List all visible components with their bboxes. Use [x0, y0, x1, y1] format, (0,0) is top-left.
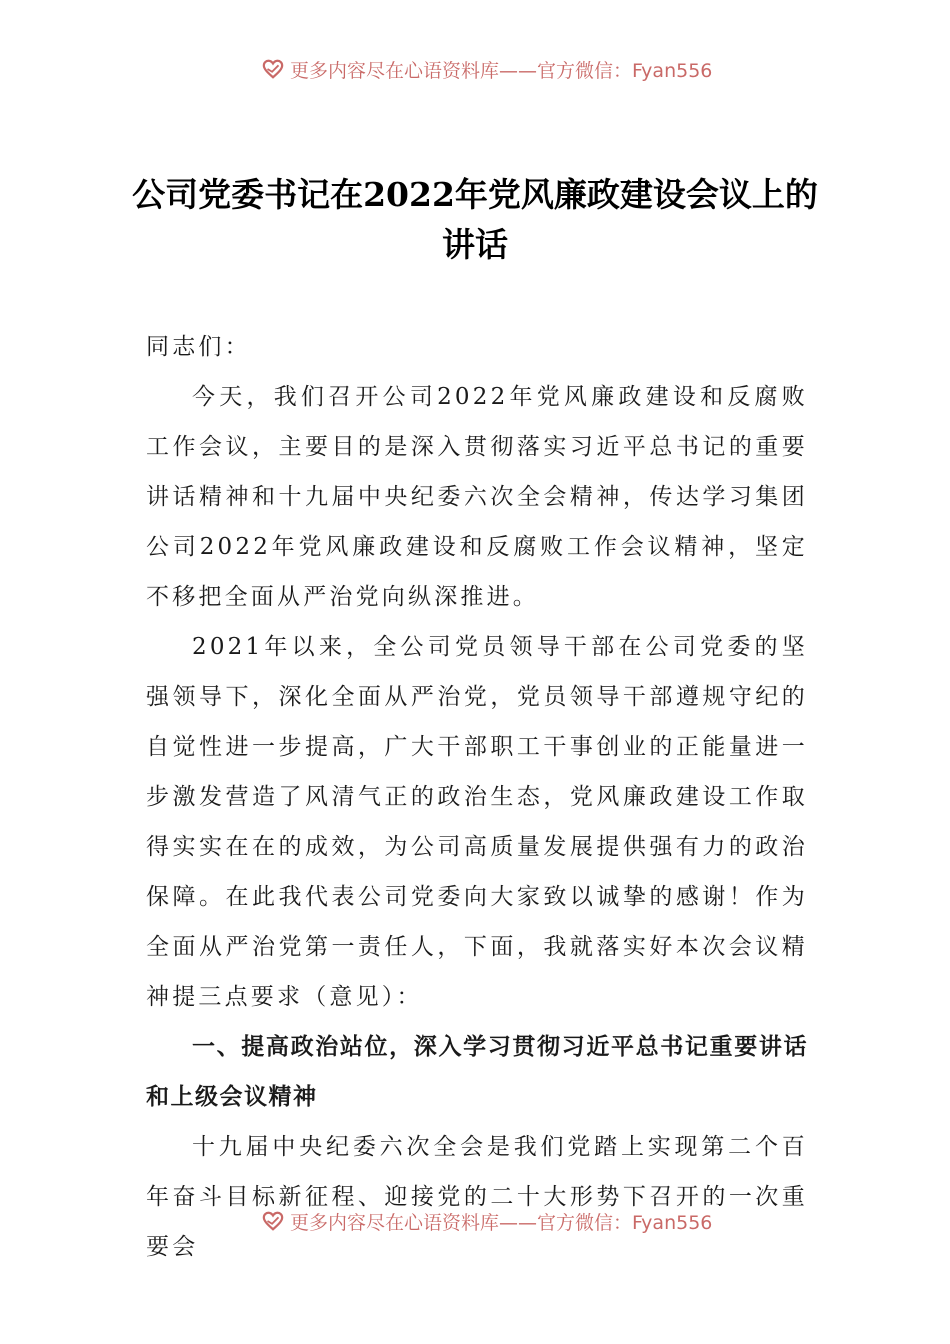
paragraph-2: 2021年以来，全公司党员领导干部在公司党委的坚强领导下，深化全面从严治党，党员领导干部遵规守纪的自觉性进一步提高，广大干部职工干事创业的正能量进一步激发营造了风清气正的政治生态，党风廉政建设工作取得实实在在的成效，为公司高质量发展提供强有力的政治保障。在此我代表公司党委向大家致以诚挚的感谢！作为全面从严治党第一责任人，下面，我就落实好本次会议精神提三点要求（意见）：: [146, 634, 808, 1010]
watermark-text: 更多内容尽在心语资料库——官方微信：Fyan556: [290, 1211, 713, 1234]
salutation: 同志们：: [146, 334, 251, 360]
document-title: 公司党委书记在2022年党风廉政建设会议上的讲话: [132, 175, 818, 264]
paragraph-3: 十九届中央纪委六次全会是我们党踏上实现第二个百年奋斗目标新征程、迎接党的二十大形势下召开的一次重要会: [146, 1134, 808, 1260]
watermark-text: 更多内容尽在心语资料库——官方微信：Fyan556: [290, 59, 713, 82]
section-heading-1: 一、提高政治站位，深入学习贯彻习近平总书记重要讲话和上级会议精神: [146, 1034, 808, 1110]
watermark-header: [262, 56, 712, 82]
watermark-footer: [262, 1208, 712, 1234]
heart-logo-icon: [262, 1210, 284, 1232]
document-body: [146, 322, 808, 1272]
paragraph-1: 今天，我们召开公司2022年党风廉政建设和反腐败工作会议，主要目的是深入贯彻落实习近平总书记的重要讲话精神和十九届中央纪委六次全会精神，传达学习集团公司2022年党风廉政建设和反腐败工作会议精神，坚定不移把全面从严治党向纵深推进。: [146, 384, 808, 610]
heart-logo-icon: [262, 58, 284, 80]
